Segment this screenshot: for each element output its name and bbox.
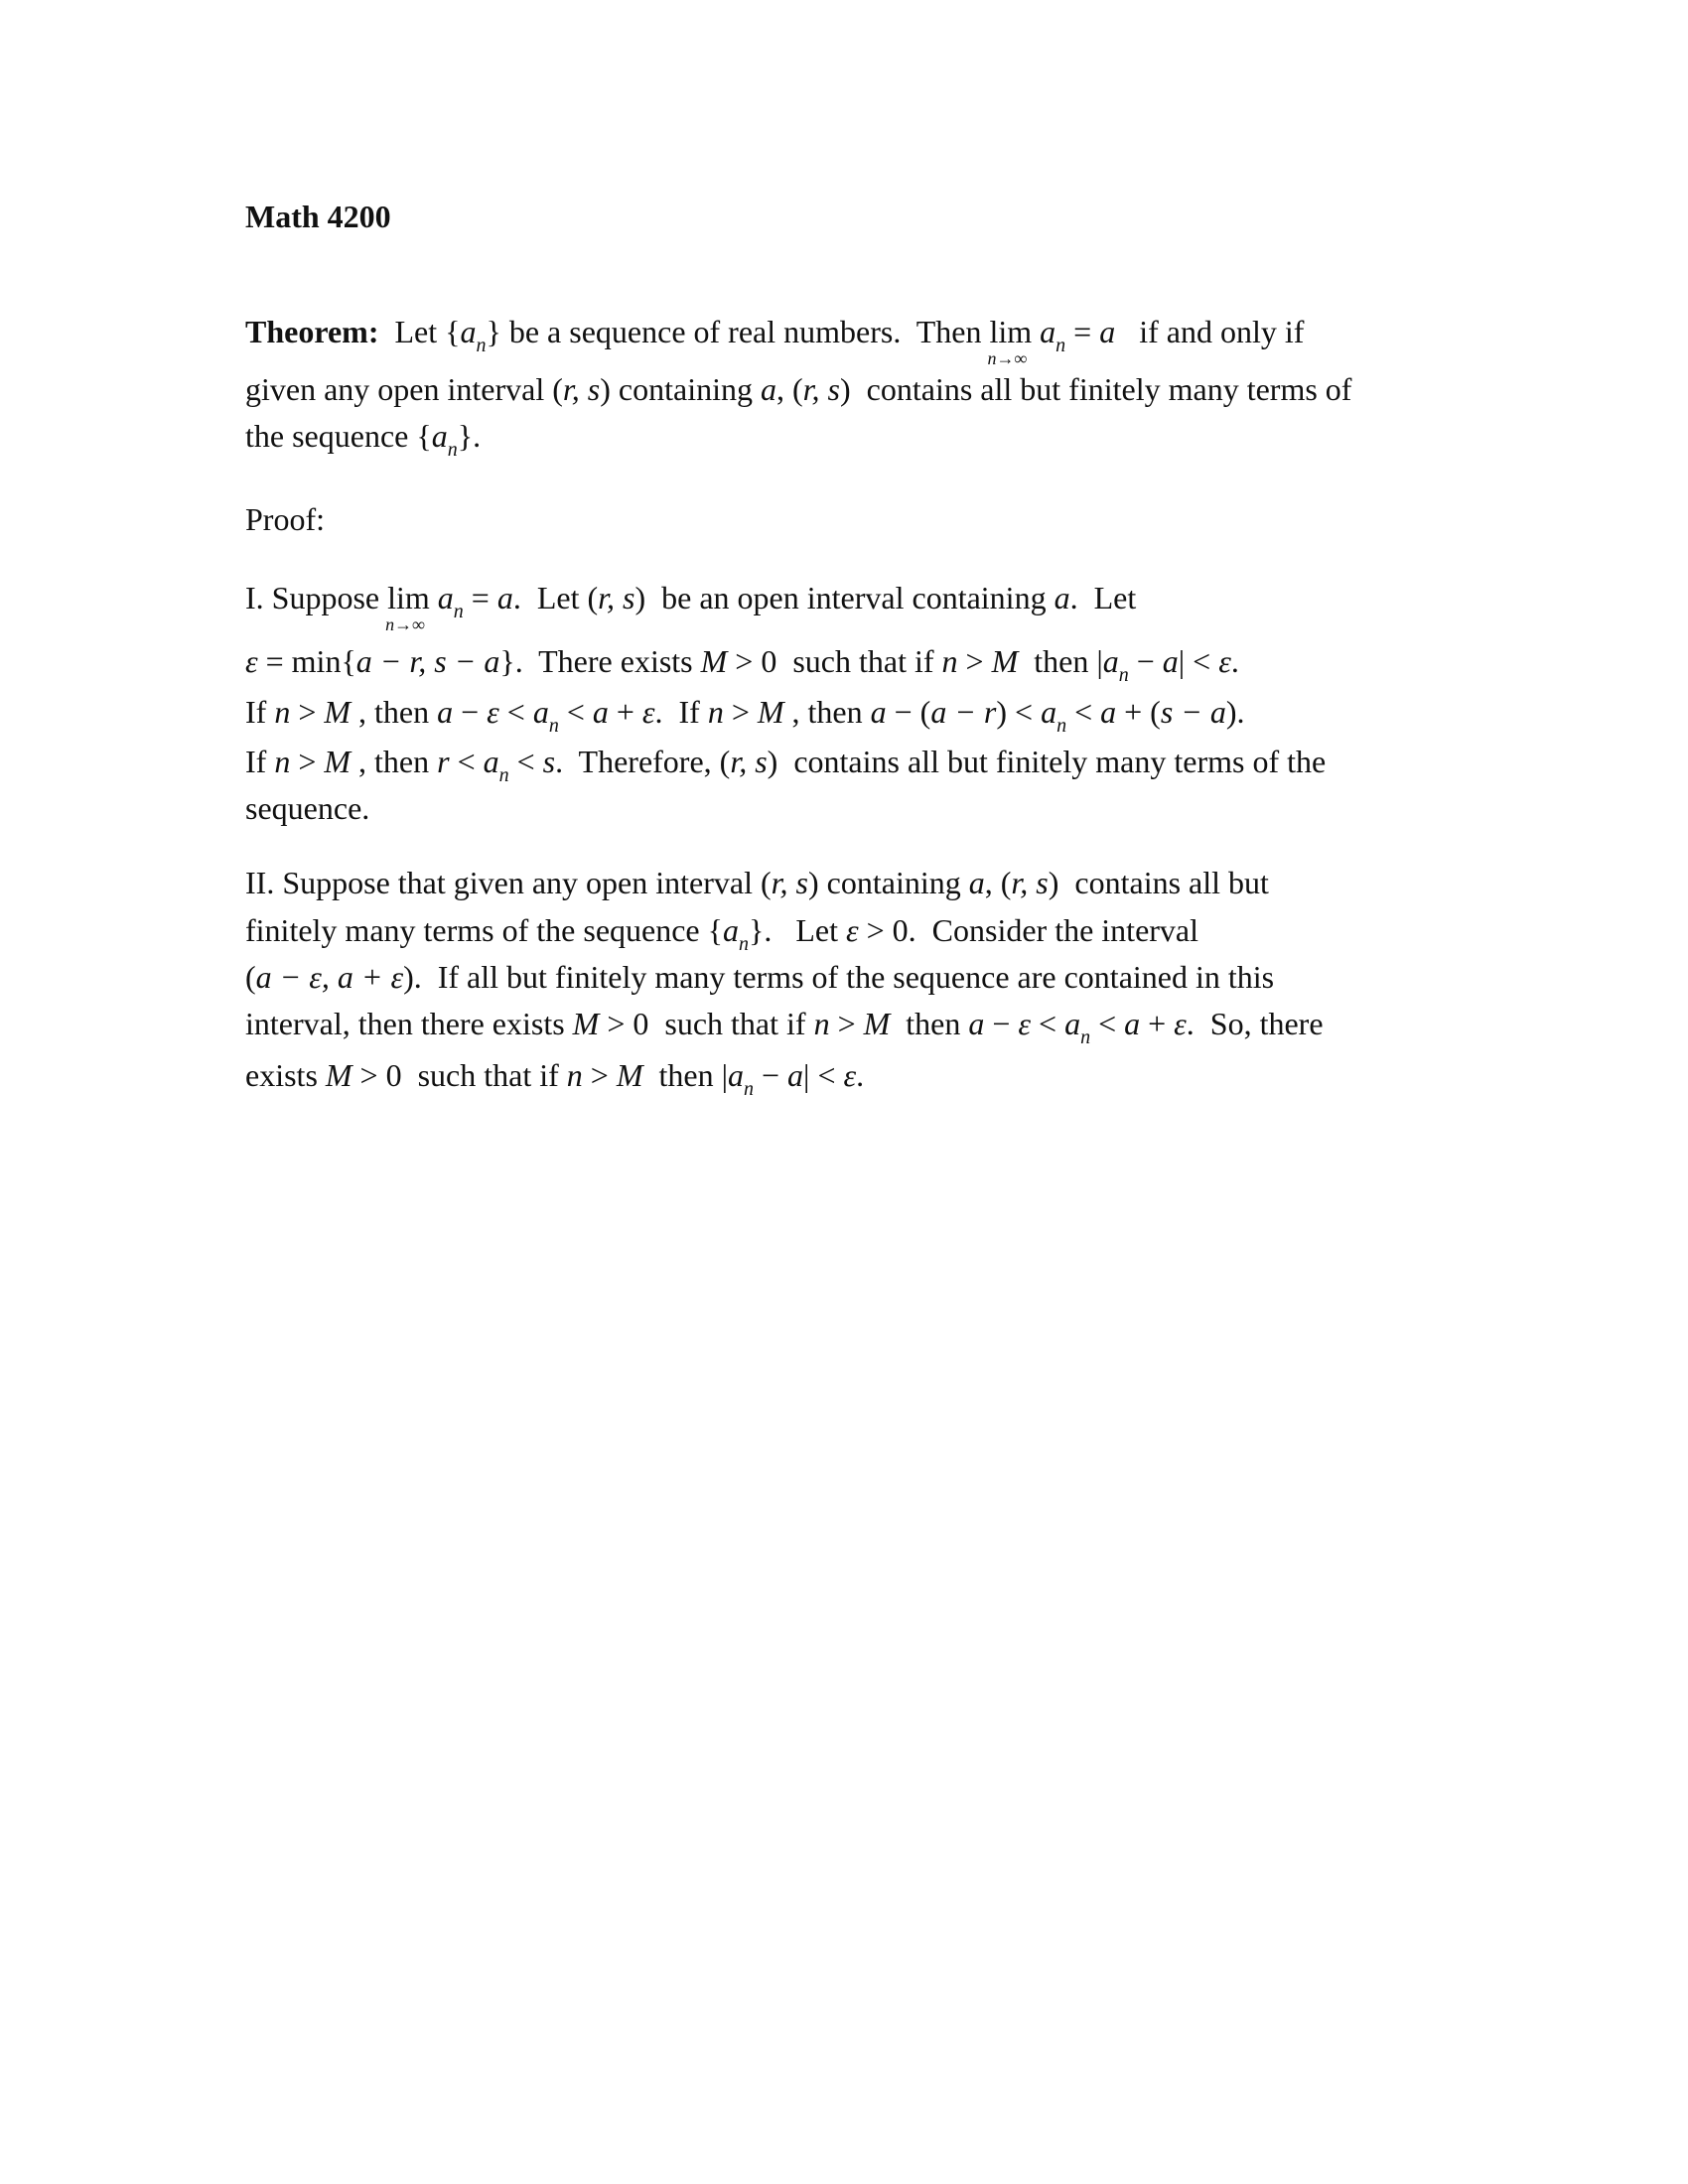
part-1-line-5 [245, 792, 369, 824]
math-symbol: M [757, 694, 784, 730]
math-subscript: n [743, 1078, 754, 1100]
math-symbol: a [1040, 314, 1056, 349]
part-2-line-4 [245, 1006, 1324, 1048]
limit-operator [987, 314, 1033, 368]
math-symbol: r, s [802, 371, 840, 407]
text-segment: , then [351, 744, 438, 779]
text-segment: ) contains all but finitely many terms of [840, 371, 1352, 407]
math-symbol: n [941, 643, 958, 679]
math-symbol: a − ε, a + ε [255, 959, 404, 995]
text-segment: > [582, 1057, 617, 1093]
text-segment: < [1090, 1006, 1125, 1041]
math-symbol: n [274, 744, 291, 779]
math-symbol: a [1124, 1006, 1141, 1041]
text-segment: − [753, 1057, 788, 1093]
math-symbol: a [437, 580, 454, 615]
text-segment: . If [654, 694, 708, 730]
text-segment: | < [803, 1057, 844, 1093]
text-segment: + [608, 694, 642, 730]
proof-label [245, 503, 325, 535]
math-symbol: M [700, 643, 728, 679]
text-segment: II. Suppose that given any open interval ( [245, 865, 772, 900]
text-segment: ) contains all but [1048, 865, 1269, 900]
text-segment: finitely many terms of the sequence { [245, 912, 723, 948]
part-1-line-3 [245, 694, 1245, 737]
text-segment: > [957, 643, 992, 679]
math-symbol: r [437, 744, 450, 779]
text-segment [1032, 314, 1040, 349]
math-subscript: n [498, 764, 509, 786]
math-symbol: r, s [730, 744, 768, 779]
part-1-line-2 [245, 643, 1239, 686]
math-symbol: a [1064, 1006, 1081, 1041]
text-segment: . [1230, 643, 1239, 679]
math-symbol: r, s [562, 371, 601, 407]
text-segment: If [245, 694, 275, 730]
math-symbol: a [870, 694, 887, 730]
limit-subscript: n→∞ [385, 614, 425, 634]
text-segment: ). [1225, 694, 1245, 730]
part-2-line-1 [245, 867, 1269, 898]
math-subscript: n [447, 439, 458, 461]
math-symbol: M [325, 1057, 352, 1093]
text-segment: > [829, 1006, 864, 1041]
text-segment: + [1140, 1006, 1175, 1041]
math-symbol: a [722, 912, 739, 948]
math-subscript: n [1080, 1026, 1091, 1048]
text-segment: − ( [886, 694, 931, 730]
math-symbol: a [592, 694, 609, 730]
math-symbol: a [431, 418, 448, 454]
text-segment: ) containing [600, 371, 761, 407]
math-symbol: M [991, 643, 1019, 679]
text-segment: . Let ( [512, 580, 599, 615]
document-heading: Math 4200 [245, 199, 391, 234]
math-symbol: r, s [771, 865, 808, 900]
math-symbol: ε [245, 643, 258, 679]
math-symbol: a [496, 580, 513, 615]
text-segment: } be a sequence of real numbers. Then [486, 314, 990, 349]
text-segment: > 0 such that if [352, 1057, 567, 1093]
math-subscript: n [548, 715, 559, 737]
math-symbol: a − r [930, 694, 997, 730]
math-symbol: a [1162, 643, 1179, 679]
text-segment: < [558, 694, 593, 730]
text-segment: exists [245, 1057, 326, 1093]
math-symbol: ε [1018, 1006, 1032, 1041]
part-1-line-1 [245, 580, 1137, 634]
part-2-line-3 [245, 961, 1274, 993]
text-segment: < [498, 694, 533, 730]
math-symbol: ε [641, 694, 655, 730]
text-segment: > 0. Consider the interval [858, 912, 1199, 948]
text-segment: | < [1178, 643, 1219, 679]
math-symbol: a [1054, 580, 1070, 615]
math-symbol: n [566, 1057, 583, 1093]
text-segment: ). If all but finitely many terms of the sequence are contained in this [403, 959, 1275, 995]
text-segment: < [1031, 1006, 1065, 1041]
math-subscript: n [1118, 664, 1129, 686]
part-1-line-4 [245, 744, 1327, 786]
text-segment: }. There exists [499, 643, 701, 679]
text-segment: , ( [984, 865, 1012, 900]
math-subscript: n [476, 335, 487, 356]
limit-subscript: n→∞ [987, 348, 1028, 368]
text-segment: ) < [996, 694, 1042, 730]
text-segment: }. Let [748, 912, 846, 948]
math-symbol: a − r, s − a [355, 643, 500, 679]
text-segment: < [449, 744, 484, 779]
math-symbol: a [760, 371, 776, 407]
math-symbol: a [787, 1057, 804, 1093]
text-segment: then | [1018, 643, 1103, 679]
math-subscript: n [1055, 335, 1066, 356]
text-segment: if and only if [1115, 314, 1305, 349]
text-segment: ( [245, 959, 256, 995]
math-symbol: ε [1218, 643, 1231, 679]
text-segment: , then [783, 694, 871, 730]
limit-label: lim [989, 314, 1033, 349]
text-segment: . Therefore, ( [555, 744, 731, 779]
text-segment: interval, then there exists [245, 1006, 573, 1041]
theorem-line-2 [245, 373, 1351, 405]
math-symbol: ε [1174, 1006, 1187, 1041]
text-segment: given any open interval ( [245, 371, 563, 407]
text-segment: Let { [378, 314, 461, 349]
limit-operator [385, 580, 430, 634]
text-segment: + ( [1116, 694, 1161, 730]
text-segment: < [1066, 694, 1101, 730]
text-segment: > [290, 744, 325, 779]
text-segment: , then [351, 694, 438, 730]
text-segment: the sequence { [245, 418, 432, 454]
theorem-line-3 [245, 418, 482, 461]
text-segment: then [890, 1006, 969, 1041]
text-segment: }. [457, 418, 482, 454]
text-segment: > [290, 694, 325, 730]
text-segment: ) contains all but finitely many terms of the [767, 744, 1327, 779]
text-segment: < [508, 744, 543, 779]
math-symbol: n [274, 694, 291, 730]
math-symbol: a [437, 694, 454, 730]
math-symbol: M [324, 744, 352, 779]
math-symbol: ε [487, 694, 499, 730]
math-symbol: a [1100, 694, 1117, 730]
math-symbol: a [968, 1006, 985, 1041]
math-symbol: r, s [598, 580, 635, 615]
text-segment: − [453, 694, 488, 730]
text-segment: − [1128, 643, 1163, 679]
math-symbol: ε [843, 1057, 857, 1093]
math-symbol: a [1099, 314, 1116, 349]
text-segment: . So, there [1186, 1006, 1324, 1041]
math-symbol: a [727, 1057, 744, 1093]
math-symbol: s [542, 744, 556, 779]
text-segment: > 0 such that if [599, 1006, 814, 1041]
math-symbol: a [1102, 643, 1119, 679]
math-symbol: a [1041, 694, 1057, 730]
math-symbol: ε [845, 912, 859, 948]
math-symbol: M [324, 694, 352, 730]
math-symbol: a [532, 694, 549, 730]
math-symbol: M [863, 1006, 891, 1041]
text-segment: . [856, 1057, 865, 1093]
text-segment: , ( [775, 371, 803, 407]
text-segment: Proof: [245, 501, 325, 537]
math-subscript: n [738, 933, 749, 955]
text-segment: = [1065, 314, 1100, 349]
theorem-label: Theorem: [245, 314, 379, 349]
text-segment: = [463, 580, 497, 615]
math-symbol: a [968, 865, 985, 900]
text-segment: − [984, 1006, 1019, 1041]
text-segment: ) be an open interval containing [634, 580, 1055, 615]
text-segment: = min{ [257, 643, 356, 679]
theorem-line-1 [245, 314, 1305, 368]
text-segment: . Let [1069, 580, 1137, 615]
math-symbol: r, s [1011, 865, 1049, 900]
text-segment: If [245, 744, 275, 779]
math-subscript: n [1056, 715, 1067, 737]
math-symbol: n [707, 694, 724, 730]
part-2-line-5 [245, 1057, 865, 1100]
math-symbol: n [813, 1006, 830, 1041]
math-symbol: s − a [1160, 694, 1226, 730]
math-symbol: M [616, 1057, 643, 1093]
text-segment [430, 580, 438, 615]
limit-label: lim [387, 580, 430, 615]
math-subscript: n [453, 601, 464, 622]
math-symbol: a [460, 314, 477, 349]
text-segment: then | [642, 1057, 728, 1093]
text-segment: > 0 such that if [727, 643, 942, 679]
math-symbol: M [572, 1006, 600, 1041]
text-segment: I. Suppose [245, 580, 388, 615]
math-symbol: a [483, 744, 499, 779]
text-segment: > [723, 694, 758, 730]
text-segment: ) containing [808, 865, 969, 900]
part-2-line-2 [245, 912, 1199, 955]
text-segment: sequence. [245, 790, 370, 826]
